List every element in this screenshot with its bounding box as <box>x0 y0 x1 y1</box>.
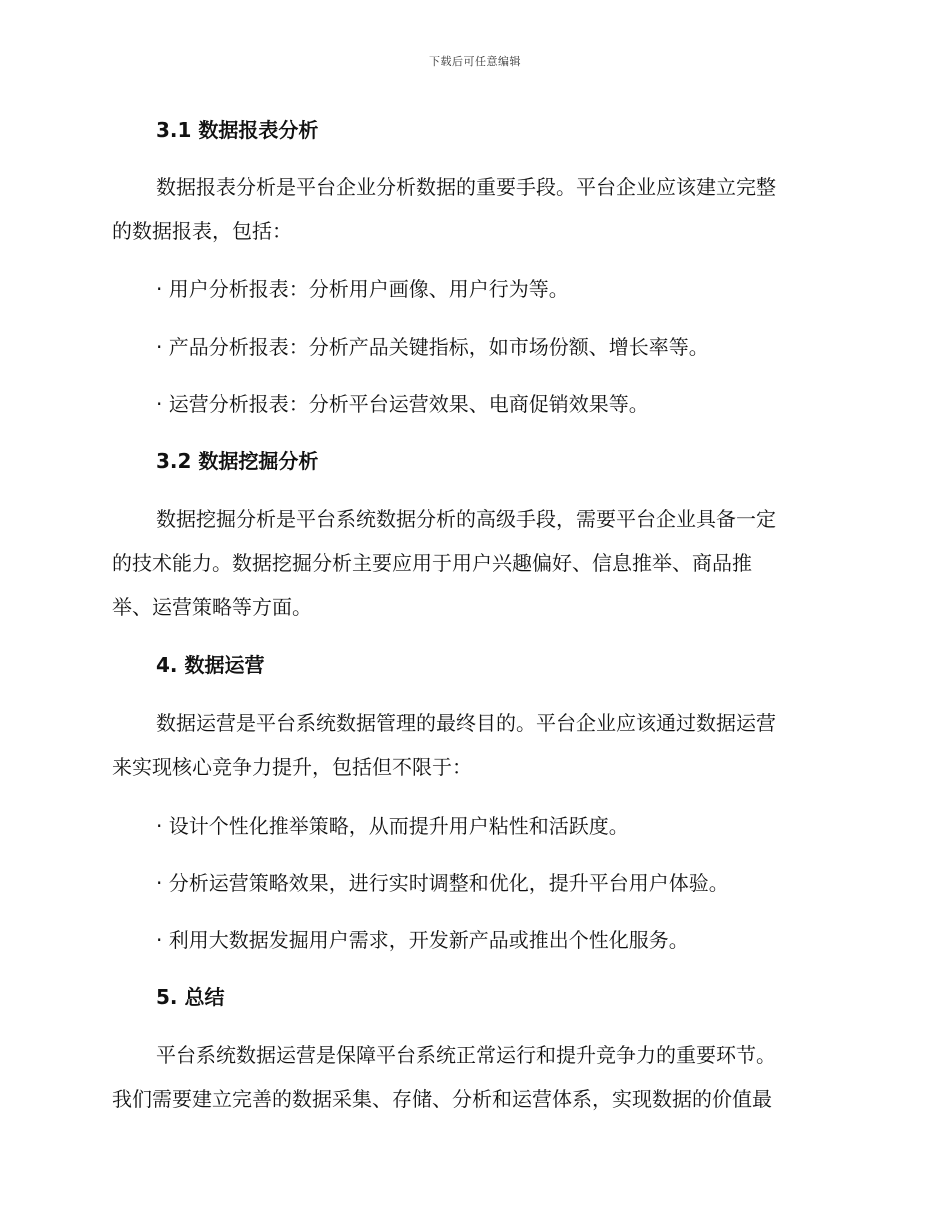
section-heading-5: 5. 总结 <box>156 985 225 1009</box>
bullet-item: · 设计个性化推举策略，从而提升用户粘性和活跃度。 <box>156 814 629 838</box>
bullet-item: · 产品分析报表：分析产品关键指标，如市场份额、增长率等。 <box>156 335 709 359</box>
page-header: 下载后可任意编辑 <box>429 55 521 68</box>
bullet-item: · 运营分析报表：分析平台运营效果、电商促销效果等。 <box>156 392 649 416</box>
section-heading-3-2: 3.2 数据挖掘分析 <box>156 449 319 473</box>
paragraph-line: 数据挖掘分析是平台系统数据分析的高级手段，需要平台企业具备一定 <box>156 507 776 531</box>
paragraph-line: 数据运营是平台系统数据管理的最终目的。平台企业应该通过数据运营 <box>156 711 776 735</box>
paragraph-line: 数据报表分析是平台企业分析数据的重要手段。平台企业应该建立完整 <box>156 175 776 199</box>
section-heading-4: 4. 数据运营 <box>156 653 265 677</box>
paragraph-line: 来实现核心竞争力提升，包括但不限于： <box>112 755 472 779</box>
section-heading-3-1: 3.1 数据报表分析 <box>156 118 319 142</box>
paragraph-line: 的数据报表，包括： <box>112 219 292 243</box>
bullet-item: · 分析运营策略效果，进行实时调整和优化，提升平台用户体验。 <box>156 871 729 895</box>
bullet-item: · 利用大数据发掘用户需求，开发新产品或推出个性化服务。 <box>156 928 689 952</box>
paragraph-line: 举、运营策略等方面。 <box>112 595 312 619</box>
paragraph-line: 我们需要建立完善的数据采集、存储、分析和运营体系，实现数据的价值最 <box>112 1087 772 1111</box>
bullet-item: · 用户分析报表：分析用户画像、用户行为等。 <box>156 277 569 301</box>
paragraph-line: 的技术能力。数据挖掘分析主要应用于用户兴趣偏好、信息推举、商品推 <box>112 551 752 575</box>
paragraph-line: 平台系统数据运营是保障平台系统正常运行和提升竞争力的重要环节。 <box>156 1043 776 1067</box>
